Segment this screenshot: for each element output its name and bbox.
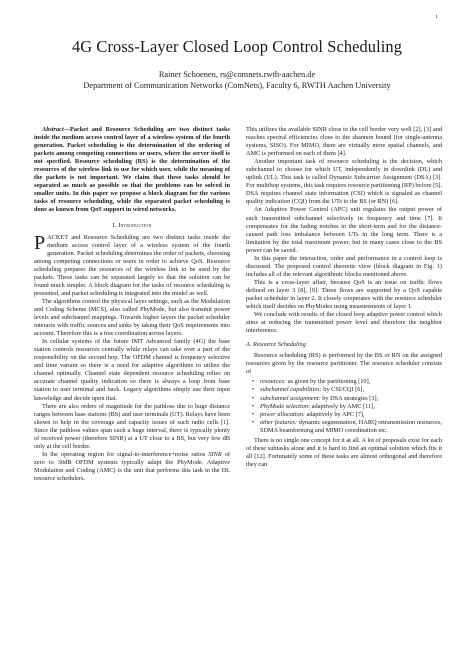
- section-heading-introduction: I. Introduction: [112, 221, 152, 229]
- list-item-term: subchannel assignment:: [260, 394, 321, 402]
- body-paragraph: This utilizes the available SINR close to the cell border very well [2], [3] and reaches spectral efficiencies close to the shannon bound (for single-antenna systems, SISO). For MIMO, there are virtually more spatial channels, and AMC is performed on each of them [4].: [246, 126, 442, 158]
- body-paragraph-final: There is no single one concept for it at all. A lot of proposals exist for each of these subtasks alone and it is hard to find an optimal solution which fits it all [12]. Fortunately some of these tasks are almost orthogonal and therefore they can: [246, 436, 442, 468]
- body-paragraph: This is a cross-layer affair, because QoS is an issue on traffic flows defined on layer 3 [8], [9]. These flows are supported by a QoS capable packet scheduler in layer 2. It closely cooperates with the resource scheduler which itself decides on PhyModes using measurements of layer 1.: [246, 278, 442, 311]
- right-column: [246, 126, 442, 469]
- intro-paragraph-1: [34, 231, 230, 298]
- intro-last-prefix: In the operating region for signal-to-interference+noise ratios: [42, 450, 209, 458]
- intro-paragraph-last: [34, 451, 230, 483]
- list-item-term: subchannel capabilities:: [260, 386, 322, 394]
- list-item-term: other features:: [260, 418, 298, 426]
- list-item: [260, 403, 442, 411]
- list-item: [260, 386, 442, 394]
- author-block: [0, 70, 474, 91]
- subsection-heading: A. Resource Scheduling: [246, 341, 306, 349]
- math-sinr: SINR: [208, 450, 222, 458]
- affiliation-line: Department of Communication Networks (ComNets), Faculty 6, RWTH Aachen University: [83, 80, 391, 90]
- paper-title: 4G Cross-Layer Closed Loop Control Scheduling: [72, 37, 402, 56]
- dropcap-letter: P: [34, 231, 46, 254]
- intro-paragraph-1-text: ACKET and Resource Scheduling are two distinct tasks inside the medium access control layer of a wireless system of the fourth generation. Packet scheduling determines the order of packets, choosing among competing connections or users in order to achieve QoS. Resource scheduling prepares the resources of the wireless link to be used by the packets. These tasks can be separated largely so that the solution can be found much simpler. A block diagram for the tasks of resource scheduling is presented, and packet scheduling is integrated into the model as well.: [34, 233, 230, 297]
- abstract: [34, 126, 230, 215]
- resource-scheduler-list: [246, 378, 442, 434]
- intro-paragraph: In cellular systems of the future IMT Advanced family (4G) the base station controls resources centrally while relays can take over a part of the responsibility on the second hop. The OFDM channel is frequency selective and time variant so there is a need for adaptive algorithms to utilize the channel optimally. Channel state dependent resource scheduling relies on accurate channel quality indication so there is always a loop from base station to user terminal and back. Legacy algorithms simply use their input knowledge and decide upon that.: [34, 338, 230, 402]
- intro-paragraph: There are also orders of magnitude for the pathloss due to huge distance ranges between base stations (BS) and user terminals (UT). Relays have been shown to help in the coverage and capacity issues of such radio cells [1]. Since the pathloss values span such a huge interval, there is typically plenty of received power (therefore SINR) at a UT close to a BS, but very few dB only at the cell border.: [34, 402, 230, 450]
- list-item-desc: dynamic segmentation, HARQ retransmission resources, SDMA beamforming and MIMO coordination etc.: [260, 418, 442, 434]
- list-item-term: power allocation:: [260, 410, 305, 418]
- list-item: [260, 395, 442, 403]
- intro-paragraph: The algorithms control the physical layer settings, such as the Modulation and Coding Scheme (MCS), also called PhyMode, but also transmit power levels and subchannel mappings. Towards higher layers the packet scheduler interacts with traffic sources and sinks by taking their QoS requirements into account. Therefore this is a true coordination across layers.: [34, 297, 230, 338]
- list-item-term: resources:: [260, 378, 287, 386]
- abstract-label: Abstract: [42, 126, 64, 133]
- list-item: [260, 378, 442, 386]
- left-column: [34, 126, 230, 483]
- body-paragraph: In this paper the interaction, order and performance in a control loop is discussed. The proposed control theoretic view (block diagram in Fig. 1) includes all of the relevant algorithmic blocks mentioned above.: [246, 254, 442, 278]
- subsection-intro: Resource scheduling (RS) is performed by the BS or RN on the assigned resources given by the resource partitioner. The resource scheduler consists of: [246, 352, 442, 376]
- list-item-desc: adaptively by APC [7],: [304, 410, 365, 418]
- author-line: Rainer Schoenen, rs@comnets.rwth-aachen.de: [158, 70, 316, 79]
- body-paragraph: An Adaptive Power Control (APC) unit regulates the output power of each transmitted subchannel selectively in frequency and time [7]. It compensates for the fading notches in the short-term and for the distance-caused path loss imbalance between UTs in the long term. There is a limitation by the total maximum power, but in many cases close to the BS power can be saved.: [246, 206, 442, 254]
- body-paragraph: Another important task of resource scheduling is the decision, which subchannel to choose for which UT, independently in downlink (DL) and uplink (UL). This task is called Dynamic Subcarrier Assignment (DSA) [3]. For multihop systems, this task requires resource partitioning (RP) before [5]. DSA requires channel state information (CSI) which is signaled as channel quality indication (CQI) from the UTs to the BS (or RN) [6].: [246, 158, 442, 206]
- page-number: 1: [435, 14, 438, 20]
- list-item-desc: as given by the partitioning [10],: [286, 378, 371, 386]
- list-item: [260, 411, 442, 419]
- body-paragraph: We conclude with results of the closed loop adaptive power control which aims at reducing the transmitted power level and therefore the neighbor interference.: [246, 311, 442, 335]
- list-item-desc: by CSI/CQI [6],: [321, 386, 365, 394]
- abstract-text: —Packet and Resource Scheduling are two distinct tasks inside the medium access control layer of a wireless system of the fourth generation. Packet scheduling is the determination of the ordering of packets among competing connections or users, where the server itself is not specified. Resource scheduling (RS) is the determination of the resources of the wireless link to use for which user, while the meaning of the packets is not important. We claim that these tasks should be separated as much as possible so that the problems can be solved in smaller units. In this paper we propose a block diagram for the various tasks of resource scheduling, while the separated packet scheduling is done as known from QoS support in wired networks.: [34, 126, 230, 214]
- list-item: [260, 419, 442, 435]
- list-item-term: PhyMode selection:: [260, 402, 311, 410]
- list-item-desc: adaptively by AMC [11],: [310, 402, 375, 410]
- list-item-desc: by DSA strategies [3],: [320, 394, 379, 402]
- intro-last-suffix: of zero to 30dB OFDM systems typically adapt the PhyMode. Adaptive Modulation and Coding (AMC) is the unit that performs this task in the DL resource schedulers.: [34, 450, 230, 482]
